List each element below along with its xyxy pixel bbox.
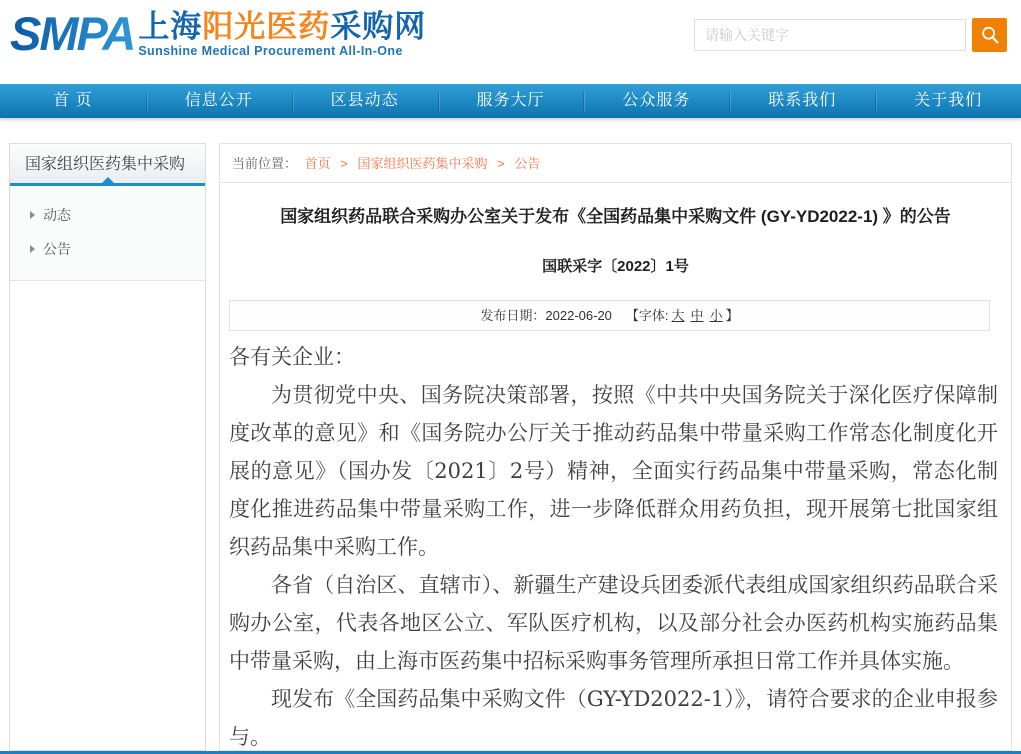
logo-title-part3: 采购网	[330, 9, 427, 44]
breadcrumb-link-home[interactable]: 首页	[304, 156, 331, 171]
logo-title-part2: 阳光医药	[202, 9, 331, 44]
publish-date: 2022-06-20	[545, 308, 612, 323]
arrow-right-icon	[30, 211, 35, 219]
nav-item-district[interactable]: 区县动态	[292, 84, 438, 118]
publish-date-label: 发布日期：	[480, 308, 546, 323]
article-title: 国家组织药品联合采购办公室关于发布《全国药品集中采购文件 (GY-YD2022-1) 》的公告	[280, 207, 951, 226]
breadcrumb-label: 当前位置：	[232, 156, 298, 171]
nav-item-service-hall[interactable]: 服务大厅	[438, 84, 584, 118]
content-panel	[219, 143, 1012, 751]
search-icon	[979, 24, 1001, 46]
breadcrumb-link-section[interactable]: 国家组织医药集中采购	[357, 156, 488, 171]
article-meta-bar	[229, 300, 990, 331]
arrow-right-icon	[30, 245, 35, 253]
breadcrumb	[220, 144, 1011, 183]
sidebar-item-label: 动态	[43, 207, 71, 223]
main-nav	[0, 84, 1021, 118]
logo-subtitle: Sunshine Medical Procurement All-In-One	[138, 44, 403, 58]
article-body	[229, 338, 1002, 751]
search-bar	[694, 18, 1007, 52]
breadcrumb-separator: >	[340, 156, 348, 171]
site-logo[interactable]	[10, 7, 427, 60]
sidebar-menu	[10, 186, 205, 281]
search-input[interactable]	[694, 19, 966, 51]
paragraph: 各有关企业：	[229, 345, 355, 369]
site-header	[0, 0, 1021, 84]
doc-number: 国联采字〔2022〕1号	[542, 258, 689, 275]
sidebar-item-dynamics[interactable]	[10, 198, 205, 232]
paragraph: 现发布《全国药品集中采购文件（GY-YD2022-1）》，请符合要求的企业申报参与。	[229, 687, 998, 749]
sidebar	[9, 143, 206, 751]
nav-item-public-service[interactable]: 公众服务	[583, 84, 729, 118]
logo-title-part1: 上海	[138, 9, 203, 44]
font-size-prefix: 【字体:	[625, 308, 669, 323]
sidebar-title	[10, 144, 205, 186]
sidebar-title-label: 国家组织医药集中采购	[25, 156, 186, 173]
article	[220, 205, 1011, 751]
paragraph: 各省（自治区、直辖市）、新疆生产建设兵团委派代表组成国家组织药品联合采购办公室，代表各地区公立、军队医疗机构，以及部分社会办医药机构实施药品集中带量采购，由上海市医药集中招标采购事务管理所承担日常工作并具体实施。	[229, 573, 998, 673]
sidebar-item-label: 公告	[43, 241, 71, 257]
sidebar-item-announcements[interactable]	[10, 232, 205, 266]
nav-item-about[interactable]: 关于我们	[875, 84, 1021, 118]
nav-item-info[interactable]: 信息公开	[146, 84, 292, 118]
font-size-suffix: 】	[725, 308, 739, 323]
breadcrumb-link-current[interactable]: 公告	[514, 156, 541, 171]
search-button[interactable]	[972, 18, 1007, 52]
up-triangle-icon	[102, 177, 114, 183]
logo-title	[138, 10, 426, 44]
nav-item-home[interactable]: 首 页	[53, 92, 93, 109]
font-size-medium[interactable]: 中	[690, 308, 704, 323]
font-size-small[interactable]: 小	[709, 308, 723, 323]
font-size-large[interactable]: 大	[671, 308, 685, 323]
breadcrumb-separator: >	[497, 156, 505, 171]
logo-abbr: SMPA	[10, 10, 138, 58]
nav-item-contact[interactable]: 联系我们	[729, 84, 875, 118]
paragraph: 为贯彻党中央、国务院决策部署，按照《中共中央国务院关于深化医疗保障制度改革的意见》和《国务院办公厅关于推动药品集中带量采购工作常态化制度化开展的意见》（国办发〔2021〕2号）精神，全面实行药品集中带量采购，常态化制度化推进药品集中带量采购工作，进一步降低群众用药负担，现开展第七批国家组织药品集中采购工作。	[229, 383, 998, 559]
